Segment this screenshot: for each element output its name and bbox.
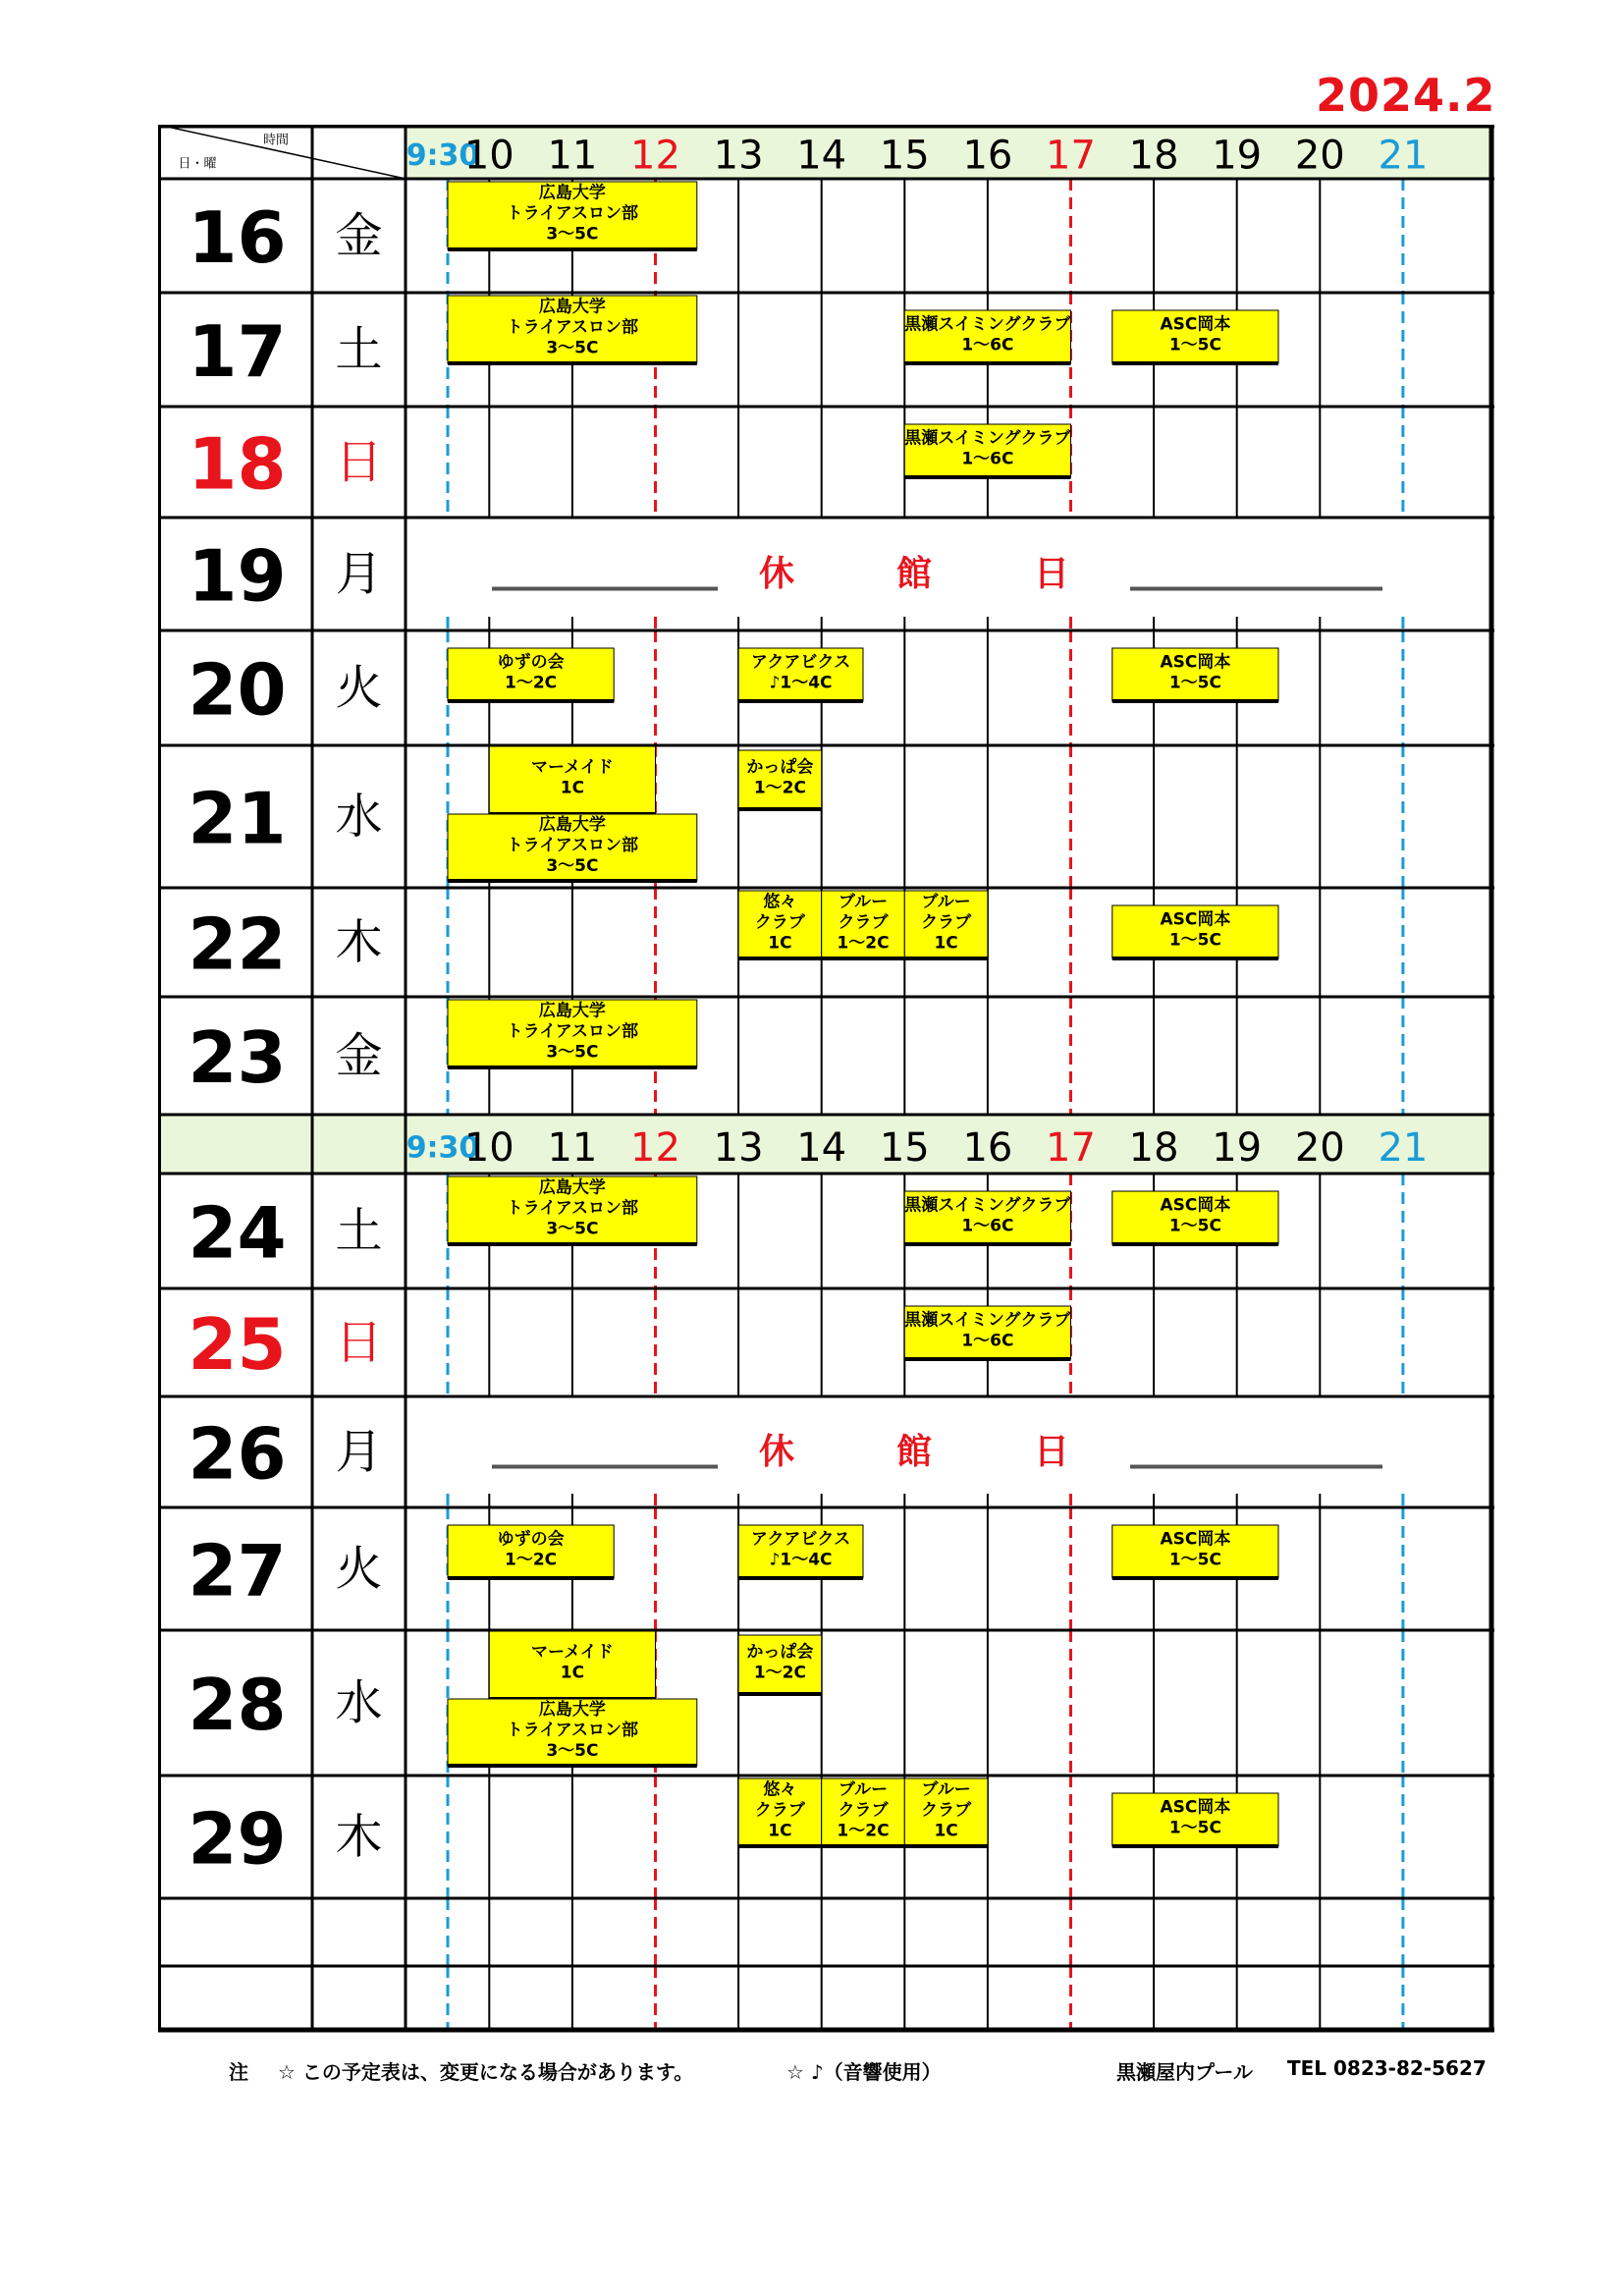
hour-label: 13	[713, 133, 764, 179]
schedule-block-text: 1C	[934, 1821, 958, 1841]
schedule-block-text: かっぱ会	[746, 1642, 814, 1663]
hour-label: 18	[1128, 1125, 1179, 1171]
closed-day-char: 館	[895, 554, 933, 594]
schedule-block-text: トライアスロン部	[506, 203, 639, 224]
schedule-block-text: トライアスロン部	[506, 1021, 639, 1042]
hour-label: 18	[1128, 133, 1179, 179]
schedule-block-text: 1～6C	[961, 1331, 1014, 1351]
day-of-week: 土	[335, 322, 383, 377]
schedule-block-text: ゆずの会	[497, 652, 565, 673]
day-of-week: 木	[335, 1809, 383, 1865]
hour-label: 19	[1212, 133, 1263, 179]
schedule-block-text: 1C	[768, 933, 792, 954]
day-of-week: 水	[335, 789, 383, 845]
hour-label: 21	[1378, 133, 1429, 179]
day-date: 17	[188, 310, 287, 393]
schedule-block-text: 1C	[560, 1663, 585, 1683]
schedule-block-text: 1～5C	[1168, 930, 1221, 951]
schedule-block-text: 1～6C	[961, 1216, 1014, 1236]
schedule-block-text: ゆずの会	[497, 1529, 565, 1550]
schedule-block-text: アクアビクス	[750, 1529, 851, 1550]
schedule-block-text: アクアビクス	[750, 652, 851, 673]
schedule-block-text: 1～6C	[961, 335, 1014, 355]
schedule-block-text: 広島大学	[538, 1700, 606, 1720]
music-note-legend: ☆ ♪（音響使用）	[786, 2060, 942, 2084]
schedule-block-text: 1～6C	[961, 449, 1014, 469]
day-date: 20	[188, 648, 287, 732]
schedule-block-text: 黒瀬スイミングクラブ	[904, 1195, 1071, 1216]
closed-day-char: 日	[1033, 554, 1070, 594]
schedule-block-text: ASC岡本	[1160, 1529, 1231, 1550]
schedule-block-text: ASC岡本	[1160, 1195, 1231, 1216]
hour-label: 10	[463, 1125, 514, 1171]
schedule-block-text: 広島大学	[538, 1001, 606, 1021]
schedule-block-text: ブルー	[921, 1779, 971, 1800]
schedule-block-text: 広島大学	[538, 183, 606, 203]
schedule-block-text: 黒瀬スイミングクラブ	[904, 314, 1071, 335]
schedule-block-text: ブルー	[838, 892, 889, 912]
hour-label: 19	[1212, 1125, 1263, 1171]
day-date: 19	[188, 534, 287, 618]
schedule-block-text: マーメイド	[530, 1642, 614, 1663]
schedule-block-text: トライアスロン部	[506, 836, 639, 855]
hour-label: 17	[1046, 133, 1096, 179]
schedule-block-text: 1C	[560, 778, 585, 798]
schedule-block-text: 1～5C	[1168, 1216, 1221, 1236]
facility-tel: TEL 0823-82-5627	[1287, 2056, 1487, 2080]
hour-label: 12	[630, 133, 680, 179]
schedule-grid	[158, 125, 1494, 2045]
hour-label: 21	[1378, 1125, 1429, 1171]
day-of-week: 月	[335, 546, 383, 602]
day-date: 27	[188, 1529, 287, 1613]
schedule-block-text: ブルー	[838, 1779, 889, 1800]
schedule-block-text: 3～5C	[546, 1042, 599, 1063]
hour-label: 9:30	[406, 138, 480, 173]
corner-day-label: 日・曜	[178, 156, 217, 172]
hour-label: 12	[630, 1125, 680, 1171]
day-of-week: 金	[335, 208, 383, 263]
closed-day-char: 休	[758, 1432, 795, 1472]
hour-label: 14	[796, 1125, 847, 1171]
schedule-block-text: かっぱ会	[746, 757, 814, 778]
schedule-block-text: 悠々	[763, 1779, 797, 1800]
schedule-block-text: 広島大学	[538, 297, 606, 317]
hour-label: 16	[962, 1125, 1013, 1171]
day-date: 28	[188, 1664, 287, 1746]
day-date: 16	[188, 196, 287, 279]
schedule-block-text: 黒瀬スイミングクラブ	[904, 1310, 1071, 1331]
day-of-week: 月	[335, 1424, 383, 1480]
schedule-block-text: 3～5C	[546, 1741, 599, 1761]
schedule-block-text: 3～5C	[546, 1219, 599, 1239]
schedule-block-text: クラブ	[754, 912, 805, 933]
day-date: 29	[188, 1797, 287, 1881]
hour-label: 16	[962, 133, 1013, 179]
schedule-block-text: 3～5C	[546, 856, 599, 876]
hour-label: 15	[879, 133, 930, 179]
hour-label: 9:30	[406, 1130, 480, 1166]
schedule-block-text: ASC岡本	[1160, 1797, 1231, 1818]
schedule-block-text: クラブ	[921, 912, 972, 933]
schedule-block-text: 悠々	[763, 892, 797, 912]
day-of-week: 木	[335, 914, 383, 970]
schedule-block-text: 広島大学	[538, 815, 606, 835]
day-date: 24	[188, 1191, 287, 1275]
schedule-block-text: 3～5C	[546, 338, 599, 358]
corner-time-label: 時間	[262, 133, 290, 148]
schedule-block-text: 黒瀬スイミングクラブ	[904, 428, 1071, 449]
header-day-cell	[158, 1115, 406, 1174]
schedule-title: 2024.2	[1316, 69, 1496, 122]
schedule-block-text: 1～5C	[1168, 335, 1221, 355]
hour-label: 15	[879, 1125, 930, 1171]
hour-label: 17	[1046, 1125, 1096, 1171]
schedule-block-text: ASC岡本	[1160, 314, 1231, 335]
schedule-block-text: クラブ	[921, 1800, 972, 1821]
hour-label: 10	[463, 133, 514, 179]
schedule-block-text: 3～5C	[546, 224, 599, 245]
schedule-block-text: 1～2C	[505, 673, 558, 693]
schedule-block-text: ブルー	[921, 892, 971, 912]
schedule-block-text: 1～2C	[505, 1550, 558, 1570]
schedule-block-text: クラブ	[754, 1800, 805, 1821]
facility-name: 黒瀬屋内プール	[1116, 2060, 1253, 2084]
schedule-block-text: マーメイド	[530, 757, 614, 778]
day-date: 23	[188, 1016, 287, 1099]
closed-day-char: 日	[1033, 1432, 1070, 1472]
day-of-week: 日	[335, 1315, 383, 1370]
schedule-block-text: ♪1～4C	[769, 1550, 833, 1570]
day-of-week: 金	[335, 1028, 383, 1083]
schedule-block-text: 1～5C	[1168, 1818, 1221, 1838]
day-of-week: 火	[335, 1541, 383, 1597]
day-date: 25	[188, 1303, 287, 1386]
day-of-week: 日	[335, 434, 383, 490]
footer-notes	[158, 2050, 1503, 2090]
closed-day-char: 休	[758, 554, 795, 594]
schedule-block-text: 1～2C	[837, 1821, 890, 1841]
schedule-block-text: ASC岡本	[1160, 652, 1231, 673]
schedule-block-text: クラブ	[838, 912, 889, 933]
schedule-block-text: トライアスロン部	[506, 1198, 639, 1219]
schedule-block-text: 広島大学	[538, 1177, 606, 1198]
schedule-block-text: 1C	[934, 933, 958, 954]
day-date: 26	[188, 1412, 287, 1496]
hour-label: 20	[1294, 133, 1345, 179]
schedule-block-text: 1～5C	[1168, 673, 1221, 693]
schedule-block-text: クラブ	[838, 1800, 889, 1821]
hour-label: 11	[547, 133, 598, 179]
hour-label: 13	[713, 1125, 764, 1171]
hour-label: 11	[547, 1125, 598, 1171]
schedule-block-text: 1～5C	[1168, 1550, 1221, 1570]
schedule-block-text: 1～2C	[753, 1663, 806, 1683]
schedule-block-text: トライアスロン部	[506, 1721, 639, 1740]
day-date: 22	[188, 902, 287, 986]
schedule-block-text: 1C	[768, 1821, 792, 1841]
day-date: 18	[188, 422, 287, 506]
note-label: 注	[229, 2060, 248, 2084]
note-text: ☆ この予定表は、変更になる場合があります。	[278, 2060, 694, 2084]
day-of-week: 火	[335, 660, 383, 716]
hour-label: 20	[1294, 1125, 1345, 1171]
schedule-block-text: 1～2C	[837, 933, 890, 954]
closed-day-char: 館	[895, 1432, 933, 1472]
day-of-week: 水	[335, 1675, 383, 1730]
schedule-block-text: ♪1～4C	[769, 673, 833, 693]
schedule-block-text: ASC岡本	[1160, 909, 1231, 930]
day-date: 21	[188, 777, 287, 860]
schedule-block-text: トライアスロン部	[506, 317, 639, 338]
day-of-week: 土	[335, 1203, 383, 1259]
schedule-block-text: 1～2C	[753, 778, 806, 798]
hour-label: 14	[796, 133, 847, 179]
